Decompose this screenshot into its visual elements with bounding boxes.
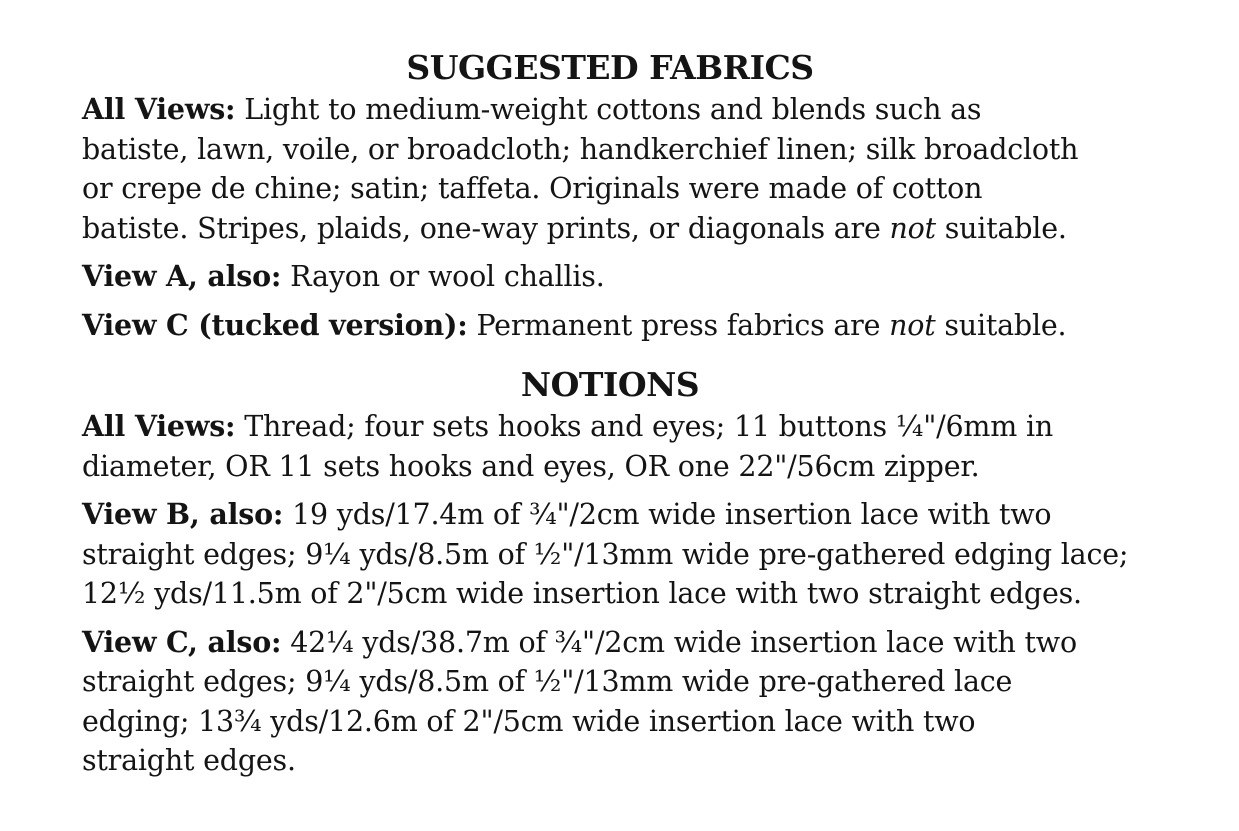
fabrics-all-views-label: All Views: [82,92,236,126]
fabrics-view-a-label: View A, also: [82,259,282,293]
fabrics-view-c-label: View C (tucked version): [82,307,468,342]
notions-view-b-label: View B, also: [82,497,284,531]
notions-all-views-label: All Views: [82,409,236,443]
fabrics-all-views-line-3: or crepe de chine; satin; taffeta. Originals were made of cotton [82,172,983,205]
pattern-info-page [82,46,1202,790]
emphasis-not: not [889,308,936,342]
fabrics-view-a [82,257,1202,297]
emphasis-not: not [889,211,936,245]
notions-view-c: View C, also: 42¼ yds/38.7m of ¾"/2cm wide insertion lace with two straight edges; 9¼ yds/8.5m of ½"/13mm wide pre-gathered lace edging; 13¾ yds/12.6m of 2"/5cm wide insertion lace with two straight edges. [82,624,1077,777]
fabrics-all-views-line-4: batiste. Stripes, plaids, one-way prints, or diagonals are not suitable. [82,211,1067,245]
suggested-fabrics-heading: SUGGESTED FABRICS [406,48,814,87]
notions-all-views: All Views: Thread; four sets hooks and eyes; 11 buttons ¼"/6mm in diameter, OR 11 sets hooks and eyes, OR one 22"/56cm zipper. [82,409,1054,483]
notions-heading: NOTIONS [520,365,700,404]
notions-view-c-label: View C, also: [82,624,282,659]
fabrics-view-c: View C (tucked version): Permanent press fabrics are not suitable. [82,307,1067,342]
fabrics-all-views-line-1: All Views: Light to medium-weight cottons and blends such as [82,92,982,126]
fabrics-all-views-line-2: batiste, lawn, voile, or broadcloth; handkerchief linen; silk broadcloth [82,132,1079,166]
fabrics-all-views [82,90,1202,248]
notions-view-b: View B, also: 19 yds/17.4m of ¾"/2cm wide insertion lace with two straight edges; 9¼ yds/8.5m of ½"/13mm wide pre-gathered edging lace; 12½ yds/11.5m of 2"/5cm wide insertion lace with two straight edges. [82,497,1129,610]
fabrics-view-a-text: Rayon or wool challis. [290,260,605,293]
